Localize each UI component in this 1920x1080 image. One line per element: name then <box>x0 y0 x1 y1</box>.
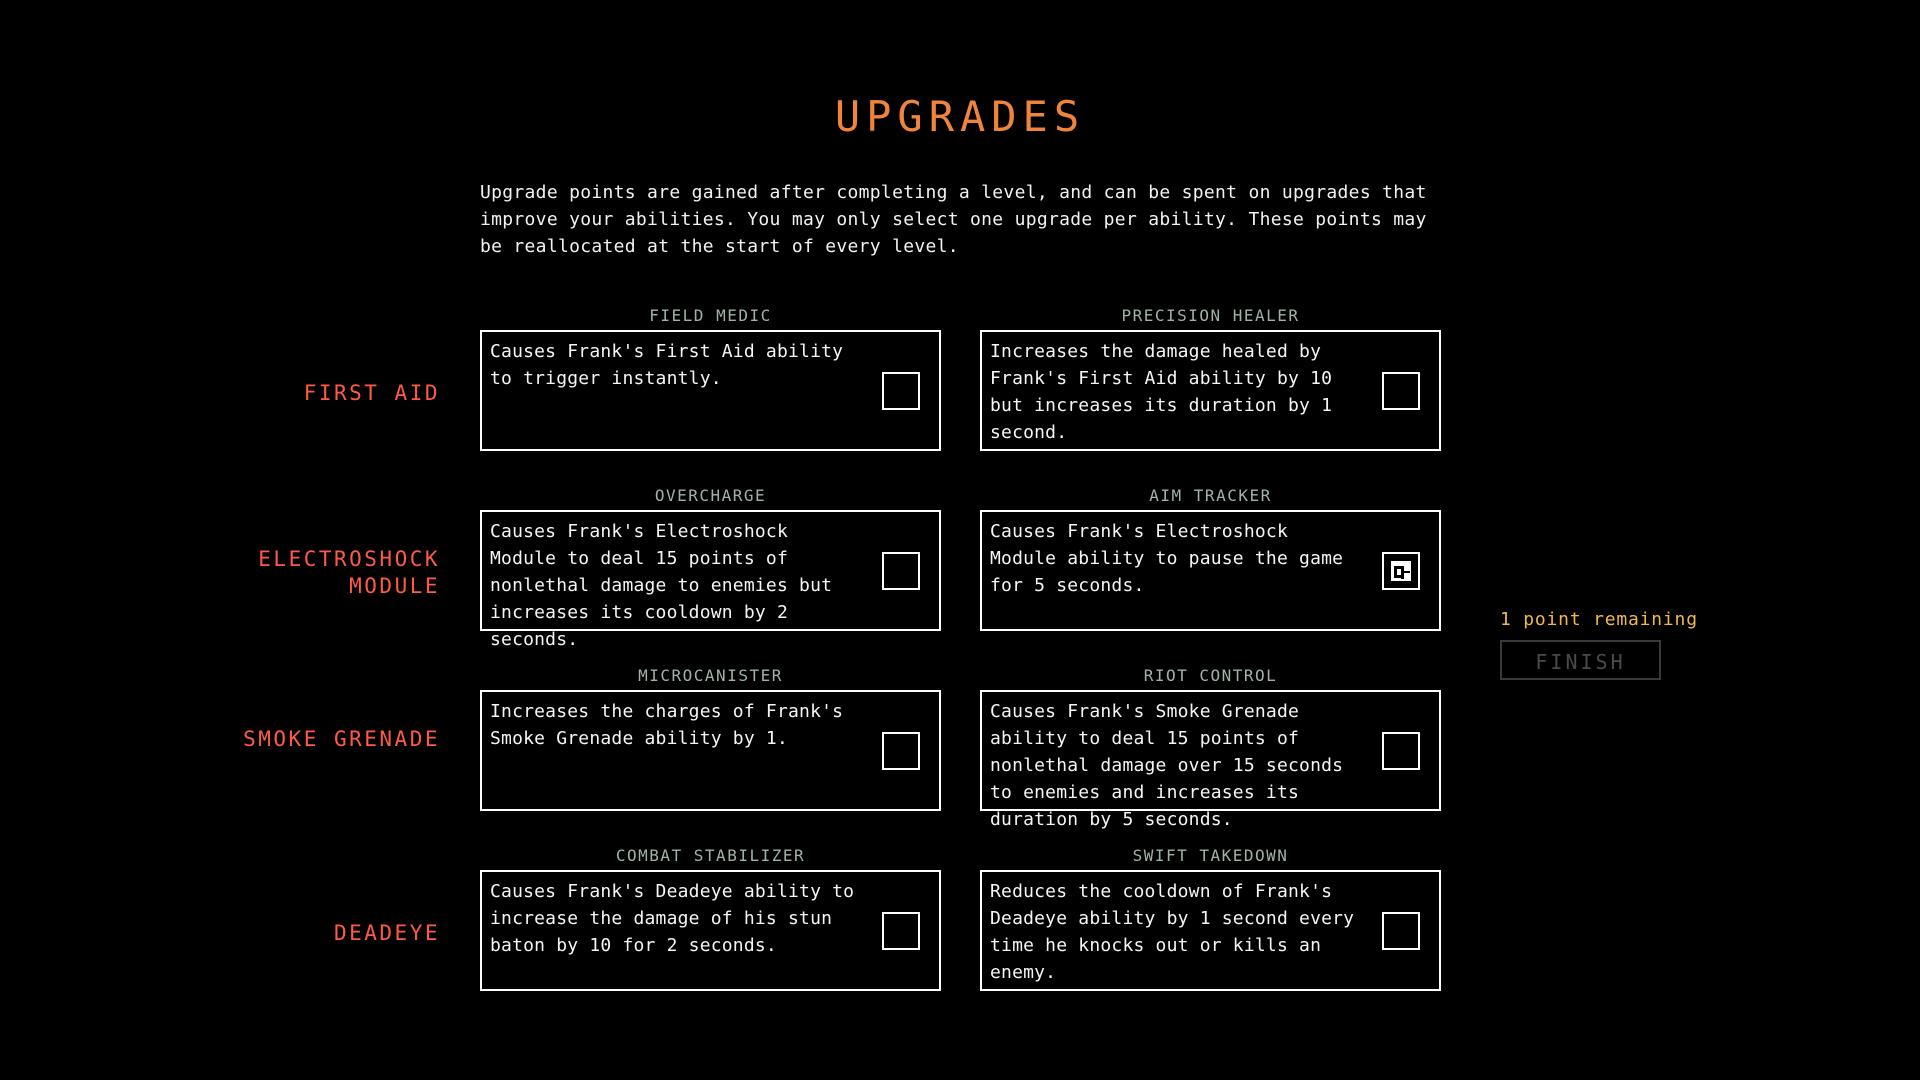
upgrade-description: Causes Frank's First Aid ability to trigger instantly. <box>490 341 844 389</box>
upgrade-name-field-medic: FIELD MEDIC <box>649 306 772 325</box>
points-remaining: 1 point remaining <box>1500 609 1698 630</box>
upgrade-name-riot-control: RIOT CONTROL <box>1143 666 1278 685</box>
finish-button[interactable]: FINISH <box>1500 640 1661 680</box>
upgrade-description: Causes Frank's Smoke Grenade ability to deal 15 points of nonlethal damage over 15 seconds to enemies and increases its duration by 5 seconds. <box>990 701 1344 830</box>
upgrade-description: Increases the charges of Frank's Smoke Grenade ability by 1. <box>490 701 844 749</box>
upgrade-name-aim-tracker: AIM TRACKER <box>1149 486 1272 505</box>
upgrade-name-overcharge: OVERCHARGE <box>654 486 767 505</box>
ability-label-electroshock-module: ELECTROSHOCK MODULE <box>258 547 440 598</box>
upgrade-card-overcharge[interactable] <box>480 510 941 650</box>
upgrade-checkbox-field-medic[interactable] <box>882 372 920 410</box>
upgrade-name-swift-takedown: SWIFT TAKEDOWN <box>1132 846 1289 865</box>
upgrade-description: Causes Frank's Deadeye ability to increase the damage of his stun baton by 10 for 2 seconds. <box>490 881 855 956</box>
upgrade-card-swift-takedown[interactable] <box>980 870 1441 991</box>
mouse-cursor-icon <box>1390 560 1412 582</box>
upgrade-checkbox-riot-control[interactable] <box>1382 732 1420 770</box>
upgrade-card-riot-control[interactable] <box>980 690 1441 830</box>
page-title: UPGRADES <box>834 92 1086 141</box>
upgrade-name-microcanister: MICROCANISTER <box>638 666 783 685</box>
upgrade-card-microcanister[interactable] <box>480 690 941 811</box>
upgrade-description: Causes Frank's Electroshock Module ability to pause the game for 5 seconds. <box>990 521 1344 596</box>
upgrade-card-field-medic[interactable] <box>480 330 941 451</box>
upgrade-checkbox-microcanister[interactable] <box>882 732 920 770</box>
upgrade-checkbox-swift-takedown[interactable] <box>1382 912 1420 950</box>
intro-text: Upgrade points are gained after completing a level, and can be spent on upgrades that improve your abilities. You may only select one upgrade per ability. These points may be reallocated at the start of every level. <box>480 182 1427 257</box>
upgrade-description: Reduces the cooldown of Frank's Deadeye ability by 1 second every time he knocks out or kills an enemy. <box>990 881 1355 983</box>
ability-label-first-aid: FIRST AID <box>303 381 440 405</box>
upgrade-name-precision-healer: PRECISION HEALER <box>1121 306 1300 325</box>
ability-label-deadeye: DEADEYE <box>333 921 440 945</box>
upgrade-description: Causes Frank's Electroshock Module to deal 15 points of nonlethal damage to enemies but increases its cooldown by 2 seconds. <box>490 521 833 650</box>
upgrade-checkbox-combat-stabilizer[interactable] <box>882 912 920 950</box>
upgrade-name-combat-stabilizer: COMBAT STABILIZER <box>615 846 806 865</box>
upgrade-checkbox-overcharge[interactable] <box>882 552 920 590</box>
upgrade-checkbox-aim-tracker[interactable] <box>1382 552 1420 590</box>
upgrade-description: Increases the damage healed by Frank's First Aid ability by 10 but increases its duration by 1 second. <box>990 341 1333 443</box>
upgrade-card-aim-tracker[interactable] <box>980 510 1441 631</box>
upgrade-checkbox-precision-healer[interactable] <box>1382 372 1420 410</box>
upgrade-card-combat-stabilizer[interactable] <box>480 870 941 991</box>
ability-label-smoke-grenade: SMOKE GRENADE <box>243 727 440 751</box>
upgrade-card-precision-healer[interactable] <box>980 330 1441 451</box>
